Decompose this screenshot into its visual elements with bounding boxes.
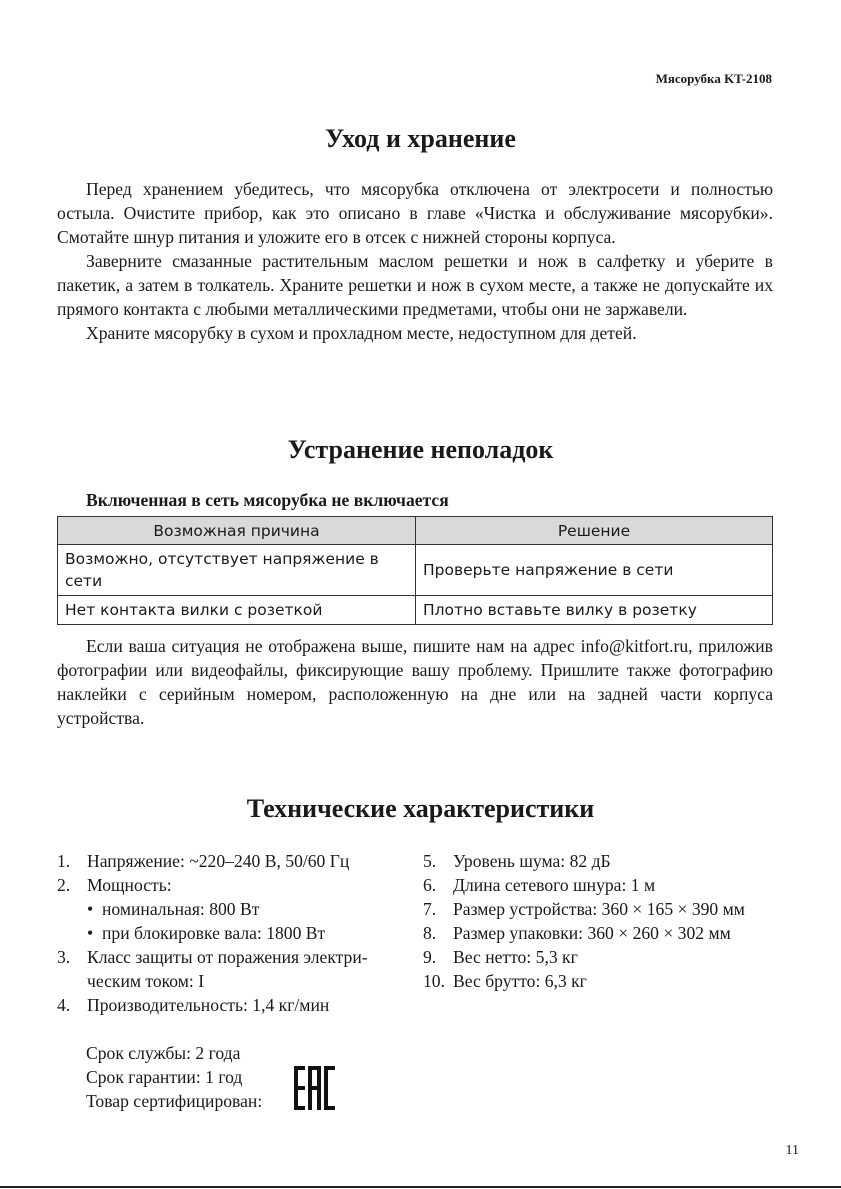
cause-cell: Возможно, отсутствует напряжение в сети	[58, 545, 416, 596]
spec-item	[423, 873, 783, 897]
specs-list-right	[423, 849, 783, 993]
spec-number: 10.	[423, 971, 445, 991]
specs-title: Технические характеристики	[246, 794, 595, 823]
table-row	[58, 545, 773, 596]
header-cause: Возможная причина	[58, 517, 416, 545]
spec-text: ческим током: I	[87, 971, 205, 991]
problem-heading: Включенная в сеть мясорубка не включается	[86, 490, 449, 510]
spec-text: Напряжение: ~220–240 В, 50/60 Гц	[87, 851, 350, 871]
spec-text: Вес нетто: 5,3 кг	[453, 947, 578, 967]
certification-label: Товар сертифицирован:	[86, 1091, 263, 1111]
cause-cell: Нет контакта вилки с розеткой	[58, 596, 416, 625]
spec-number: 6.	[423, 875, 437, 895]
table-row	[58, 596, 773, 625]
spec-number: 9.	[423, 947, 437, 967]
spec-item	[423, 897, 783, 921]
spec-text: Размер упаковки: 360 × 260 × 302 мм	[453, 923, 731, 943]
spec-text: номинальная: 800 Вт	[102, 899, 260, 919]
service-info	[86, 1041, 262, 1113]
spec-text: Уровень шума: 82 дБ	[453, 851, 611, 871]
specs-list-left	[57, 849, 417, 1017]
table-header-row	[58, 517, 773, 545]
contact-text	[57, 634, 773, 730]
spec-item	[423, 969, 783, 993]
eac-certification-icon	[294, 1066, 336, 1110]
warranty-period: Срок гарантии: 1 год	[86, 1067, 243, 1087]
spec-text: Вес брутто: 6,3 кг	[453, 971, 587, 991]
document-header: Мясорубка KT-2108	[655, 71, 772, 86]
spec-number: 5.	[423, 851, 437, 871]
care-title: Уход и хранение	[325, 124, 516, 153]
spec-number: 8.	[423, 923, 437, 943]
spec-text: Класс защиты от поражения электри-	[87, 947, 368, 967]
spec-number: 3.	[57, 947, 71, 967]
spec-number: 2.	[57, 875, 71, 895]
spec-item	[57, 873, 417, 897]
bottom-rule	[0, 1186, 841, 1188]
spec-text: Производительность: 1,4 кг/мин	[87, 995, 330, 1015]
contact-paragraph: Если ваша ситуация не отображена выше, пишите нам на адрес info@kitfort.ru, приложив фотографии или видеофайлы, фиксирующие вашу проблему. Пришлите также фотографию наклейки с серийным номером, расположенную на дне или на задней части корпуса устройства.	[57, 636, 773, 728]
bullet: •	[87, 923, 94, 943]
solution-cell: Плотно вставьте вилку в розетку	[416, 596, 773, 625]
spec-item-continuation	[57, 969, 417, 993]
header-solution: Решение	[416, 517, 773, 545]
care-paragraph-3: Храните мясорубку в сухом и прохладном месте, недоступном для детей.	[86, 323, 637, 343]
spec-text: Размер устройства: 360 × 165 × 390 мм	[453, 899, 745, 919]
care-paragraph-2: Заверните смазанные растительным маслом решетки и нож в салфетку и уберите в пакетик, а затем в толкатель. Храните решетки и нож в сухом месте, а также не допускайте их прямого контакта с любыми металлическими предметами, чтобы они не заржавели.	[57, 251, 773, 319]
solution-cell: Проверьте напряжение в сети	[416, 545, 773, 596]
spec-subitem	[57, 921, 417, 945]
spec-text: Мощность:	[87, 875, 172, 895]
spec-item	[423, 945, 783, 969]
troubleshooting-title: Устранение неполадок	[287, 435, 554, 464]
spec-number: 4.	[57, 995, 71, 1015]
care-text	[57, 177, 773, 345]
spec-number: 7.	[423, 899, 437, 919]
spec-number: 1.	[57, 851, 71, 871]
spec-item	[423, 921, 783, 945]
troubleshooting-table	[57, 516, 773, 625]
page-number: 11	[785, 1143, 799, 1158]
spec-item	[57, 993, 417, 1017]
spec-subitem	[57, 897, 417, 921]
spec-item	[57, 945, 417, 969]
spec-item	[57, 849, 417, 873]
bullet: •	[87, 899, 94, 919]
spec-number	[57, 969, 87, 993]
service-life: Срок службы: 2 года	[86, 1043, 241, 1063]
spec-item	[423, 849, 783, 873]
spec-text: Длина сетевого шнура: 1 м	[453, 875, 656, 895]
spec-text: при блокировке вала: 1800 Вт	[102, 923, 326, 943]
care-paragraph-1: Перед хранением убедитесь, что мясорубка отключена от электросети и полностью остыла. Очистите прибор, как это описано в главе «Чистка и обслуживание мясорубки». Смотайте шнур питания и уложите его в отсек с нижней стороны корпуса.	[57, 179, 773, 247]
